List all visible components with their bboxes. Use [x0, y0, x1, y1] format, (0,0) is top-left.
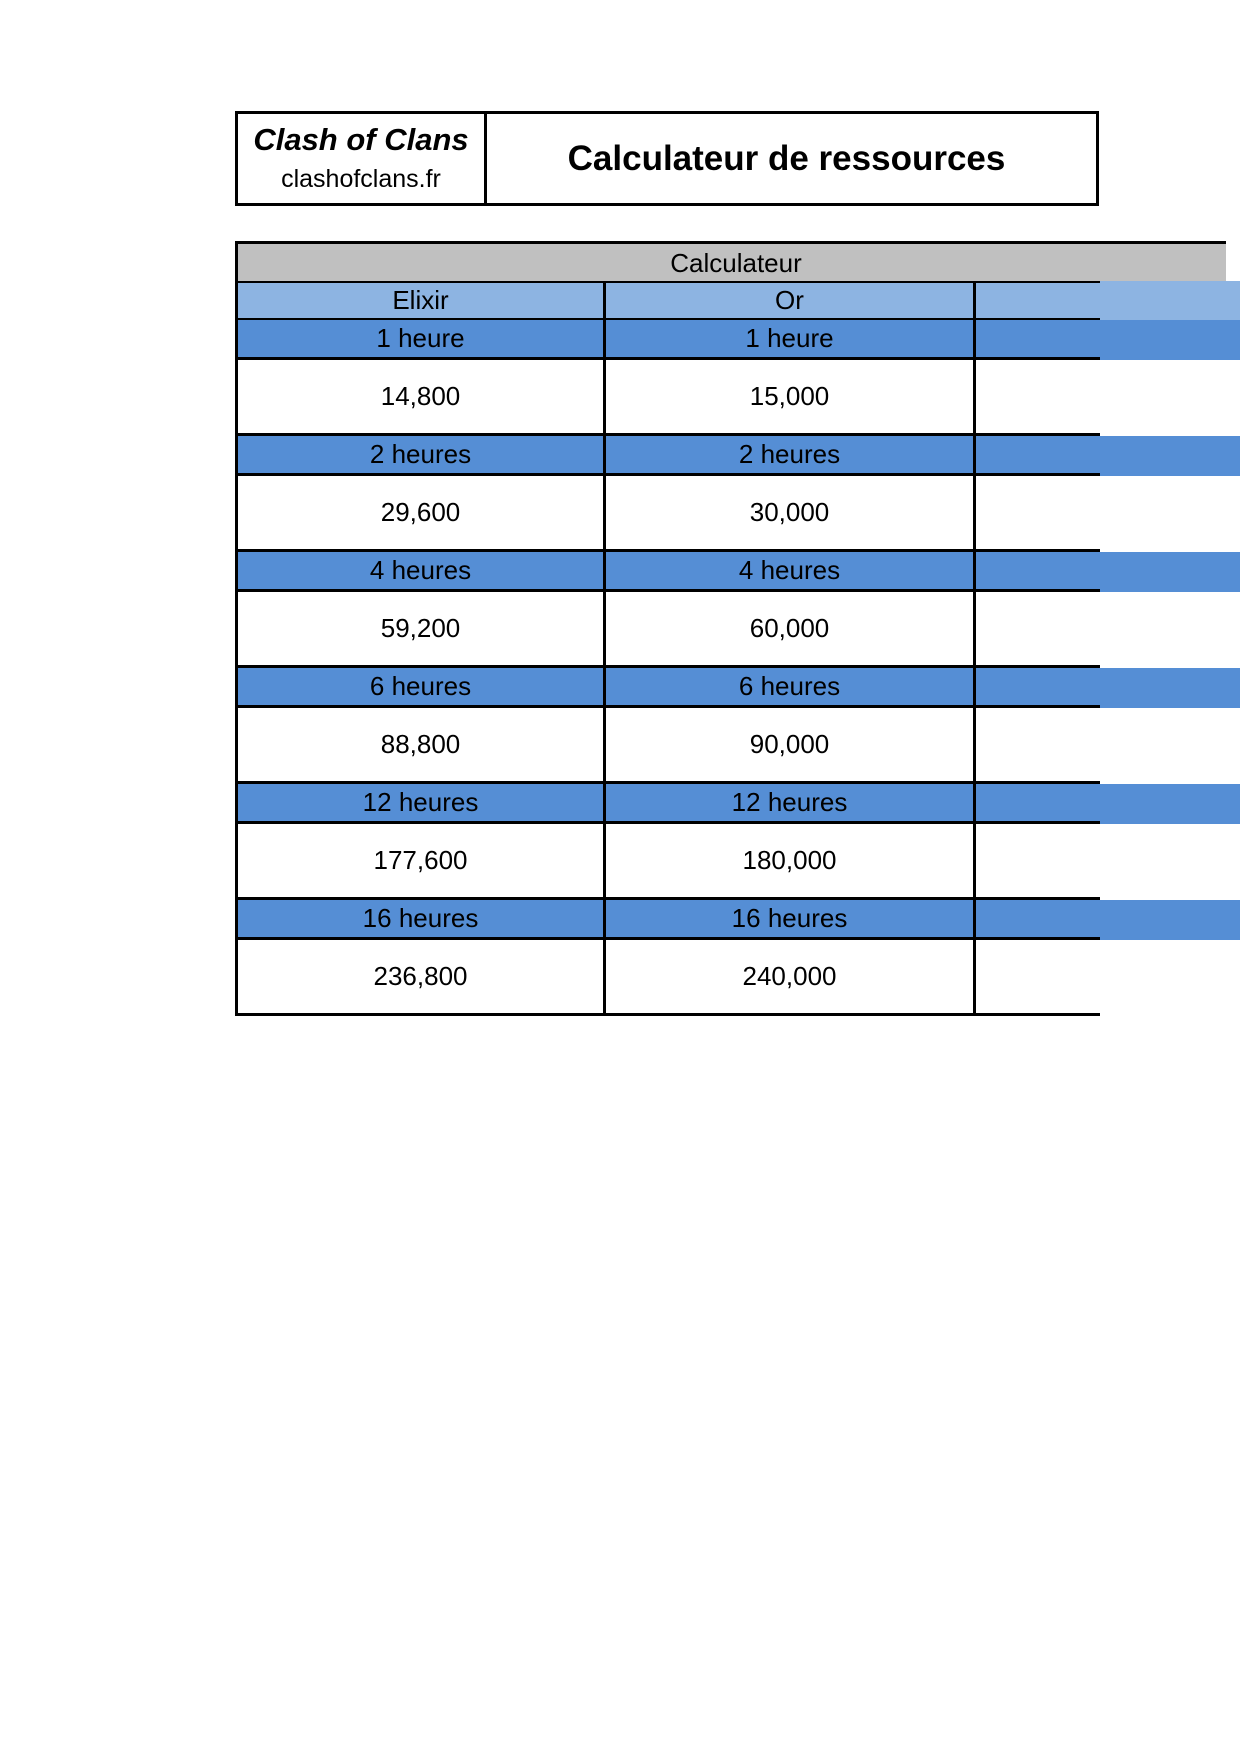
duration-overflow	[1100, 668, 1240, 708]
document-header	[235, 111, 1099, 206]
empty-value	[976, 360, 1100, 436]
empty-value	[976, 824, 1100, 900]
calculator-table	[235, 241, 1240, 1016]
brand-name: Clash of Clans	[253, 121, 469, 157]
duration-label-elixir: 12 heures	[235, 784, 606, 824]
duration-label-gold: 12 heures	[606, 784, 976, 824]
duration-overflow	[1100, 900, 1240, 940]
elixir-value: 177,600	[235, 824, 606, 900]
duration-row	[235, 668, 1240, 708]
column-header-elixir: Elixir	[235, 281, 606, 320]
elixir-value: 59,200	[235, 592, 606, 668]
calculator-title: Calculateur	[670, 248, 802, 278]
gold-value: 60,000	[606, 592, 976, 668]
duration-label-gold: 6 heures	[606, 668, 976, 708]
value-overflow	[1100, 592, 1240, 668]
duration-overflow	[1100, 784, 1240, 824]
empty-value	[976, 476, 1100, 552]
value-overflow	[1100, 824, 1240, 900]
calculator-rows	[235, 320, 1240, 1016]
duration-label-elixir: 16 heures	[235, 900, 606, 940]
empty-value	[976, 592, 1100, 668]
duration-overflow	[1100, 436, 1240, 476]
value-row	[235, 476, 1240, 552]
duration-row	[235, 784, 1240, 824]
empty-value	[976, 708, 1100, 784]
elixir-value: 29,600	[235, 476, 606, 552]
gold-value: 90,000	[606, 708, 976, 784]
column-header-overflow	[1100, 281, 1240, 320]
duration-label-elixir: 4 heures	[235, 552, 606, 592]
value-row	[235, 592, 1240, 668]
gold-value: 180,000	[606, 824, 976, 900]
column-header-empty	[976, 281, 1100, 320]
duration-label-elixir: 6 heures	[235, 668, 606, 708]
duration-row	[235, 320, 1240, 360]
gold-value: 240,000	[606, 940, 976, 1016]
value-overflow	[1100, 360, 1240, 436]
column-header-row	[235, 281, 1240, 320]
value-row	[235, 940, 1240, 1016]
column-header-gold: Or	[606, 281, 976, 320]
duration-row	[235, 552, 1240, 592]
brand-box	[238, 114, 487, 203]
calculator-title-bar	[235, 241, 1226, 281]
duration-row	[235, 900, 1240, 940]
duration-label-gold: 16 heures	[606, 900, 976, 940]
value-row	[235, 708, 1240, 784]
value-overflow	[1100, 940, 1240, 1016]
duration-label-elixir: 2 heures	[235, 436, 606, 476]
page-title: Calculateur de ressources	[567, 138, 1006, 178]
value-overflow	[1100, 708, 1240, 784]
brand-url: clashofclans.fr	[281, 164, 441, 193]
duration-row	[235, 436, 1240, 476]
duration-label-empty	[976, 552, 1100, 592]
duration-overflow	[1100, 552, 1240, 592]
empty-value	[976, 940, 1100, 1016]
gold-value: 15,000	[606, 360, 976, 436]
value-row	[235, 824, 1240, 900]
duration-overflow	[1100, 320, 1240, 360]
elixir-value: 14,800	[235, 360, 606, 436]
value-row	[235, 360, 1240, 436]
elixir-value: 88,800	[235, 708, 606, 784]
duration-label-empty	[976, 436, 1100, 476]
value-overflow	[1100, 476, 1240, 552]
duration-label-empty	[976, 320, 1100, 360]
duration-label-empty	[976, 784, 1100, 824]
duration-label-elixir: 1 heure	[235, 320, 606, 360]
duration-label-gold: 1 heure	[606, 320, 976, 360]
gold-value: 30,000	[606, 476, 976, 552]
duration-label-gold: 2 heures	[606, 436, 976, 476]
duration-label-empty	[976, 900, 1100, 940]
elixir-value: 236,800	[235, 940, 606, 1016]
duration-label-empty	[976, 668, 1100, 708]
duration-label-gold: 4 heures	[606, 552, 976, 592]
